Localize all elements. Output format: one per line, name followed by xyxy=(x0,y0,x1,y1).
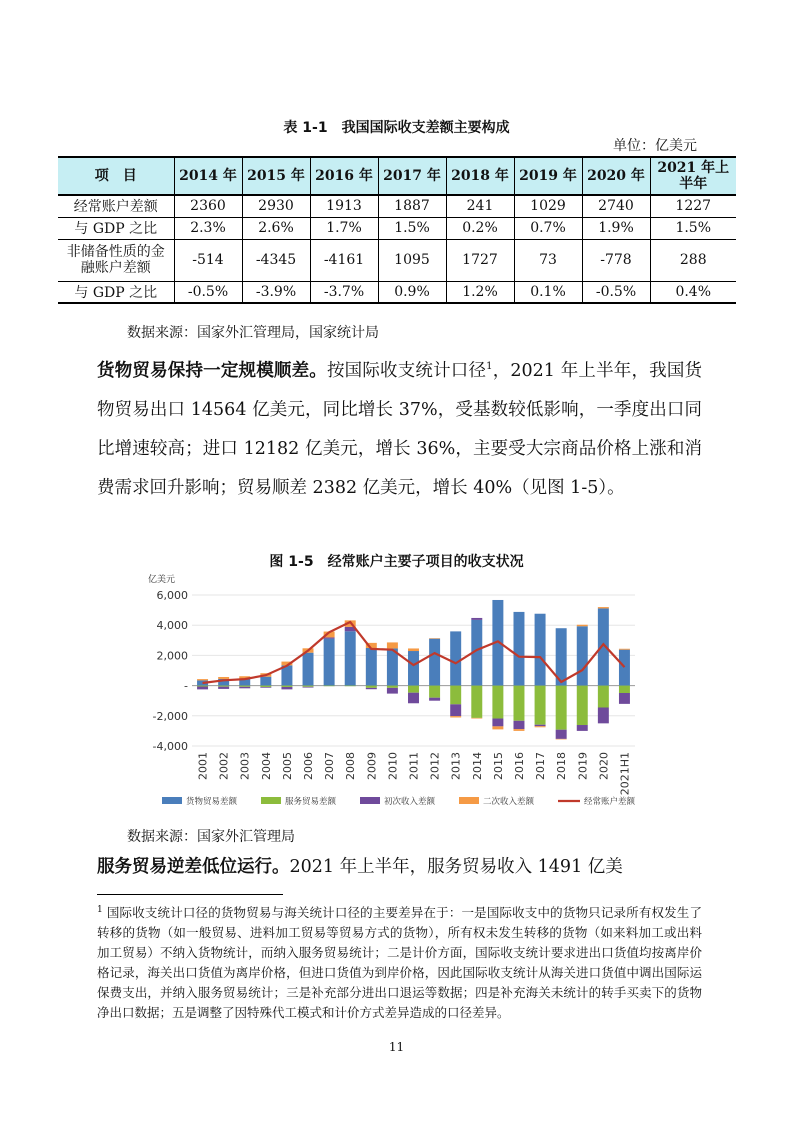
legend-label: 二次收入差额 xyxy=(483,797,535,807)
row-label: 非储备性质的金融账户差额 xyxy=(58,239,174,281)
bar-初次收入差额 xyxy=(260,687,271,688)
table-cell: 0.7% xyxy=(514,217,582,239)
bar-服务贸易差额 xyxy=(535,686,546,725)
table-cell: 2930 xyxy=(242,195,310,217)
x-tick-label: 2001 xyxy=(196,752,210,780)
bar-初次收入差额 xyxy=(197,687,208,690)
bar-服务贸易差额 xyxy=(218,686,229,687)
table-row xyxy=(58,239,736,281)
footnote-marker: 1 xyxy=(97,905,103,915)
bar-初次收入差额 xyxy=(408,693,419,704)
x-tick-label: 2006 xyxy=(302,752,316,780)
row-label: 与 GDP 之比 xyxy=(58,217,174,239)
x-tick-label: 2005 xyxy=(280,752,294,780)
bar-二次收入差额 xyxy=(513,729,524,731)
table-cell: 288 xyxy=(650,239,736,281)
table-row xyxy=(58,217,736,239)
paragraph-services-trade xyxy=(97,852,702,882)
y-tick-label: 6,000 xyxy=(156,589,188,602)
page-number: 11 xyxy=(388,1040,405,1054)
x-tick-label: 2015 xyxy=(491,752,505,780)
bar-服务贸易差额 xyxy=(324,686,335,687)
bar-货物贸易差额 xyxy=(260,677,271,686)
legend-swatch xyxy=(162,797,182,804)
row-label: 与 GDP 之比 xyxy=(58,281,174,303)
y-tick-label: - xyxy=(184,679,188,693)
table-cell: -3.9% xyxy=(242,281,310,303)
bar-服务贸易差额 xyxy=(239,686,250,687)
legend-label: 经常账户差额 xyxy=(584,797,636,807)
bar-服务贸易差额 xyxy=(619,686,630,693)
bar-初次收入差额 xyxy=(281,687,292,689)
y-tick-label: 4,000 xyxy=(156,619,188,633)
table-cell: 1.2% xyxy=(446,281,514,303)
bar-二次收入差额 xyxy=(471,718,482,719)
x-tick-label: 2013 xyxy=(449,752,463,780)
bar-初次收入差额 xyxy=(577,725,588,731)
bar-二次收入差额 xyxy=(577,625,588,627)
x-tick-label: 2011 xyxy=(407,752,421,780)
bar-服务贸易差额 xyxy=(429,686,440,698)
table-cell: 0.1% xyxy=(514,281,582,303)
table-cell: 2740 xyxy=(582,195,650,217)
current-account-chart xyxy=(140,570,645,818)
legend-label: 服务贸易差额 xyxy=(285,797,337,807)
table-cell: 1.9% xyxy=(582,217,650,239)
bar-服务贸易差额 xyxy=(387,686,398,688)
bar-服务贸易差额 xyxy=(577,686,588,725)
bar-二次收入差额 xyxy=(408,648,419,651)
bar-初次收入差额 xyxy=(492,719,503,727)
table-cell: 1727 xyxy=(446,239,514,281)
header-2015: 2015 年 xyxy=(242,157,310,195)
table-cell: 0.4% xyxy=(650,281,736,303)
chart-svg xyxy=(140,570,645,818)
footnote xyxy=(97,900,702,1023)
x-tick-label: 2007 xyxy=(323,752,337,780)
bar-初次收入差额 xyxy=(535,725,546,727)
figure-title: 图 1-5 经常账户主要子项目的收支状况 xyxy=(269,554,524,570)
table-cell: -514 xyxy=(174,239,242,281)
bar-二次收入差额 xyxy=(492,726,503,729)
y-tick-label: 2,000 xyxy=(156,649,188,663)
footnote-divider xyxy=(97,894,283,895)
x-tick-label: 2020 xyxy=(597,752,611,780)
legend-swatch xyxy=(261,797,281,804)
table-cell: 1029 xyxy=(514,195,582,217)
table-cell: 1.5% xyxy=(378,217,446,239)
table-cell: 2360 xyxy=(174,195,242,217)
bar-初次收入差额 xyxy=(556,730,567,739)
legend-swatch xyxy=(459,797,479,804)
header-2017: 2017 年 xyxy=(378,157,446,195)
header-item: 项 目 xyxy=(58,157,174,195)
figure-source: 数据来源：国家外汇管理局 xyxy=(127,829,295,845)
y-tick-label: -2,000 xyxy=(152,709,188,723)
table-cell: 73 xyxy=(514,239,582,281)
bar-服务贸易差额 xyxy=(513,686,524,721)
y-axis-unit: 亿美元 xyxy=(148,575,176,585)
bar-货物贸易差额 xyxy=(366,648,377,686)
bar-二次收入差额 xyxy=(619,649,630,650)
table-cell: -4345 xyxy=(242,239,310,281)
table-cell: 1887 xyxy=(378,195,446,217)
table-cell: 0.9% xyxy=(378,281,446,303)
x-tick-label: 2021H1 xyxy=(618,752,632,796)
header-2019: 2019 年 xyxy=(514,157,582,195)
bar-二次收入差额 xyxy=(535,726,546,727)
bar-服务贸易差额 xyxy=(197,686,208,687)
x-tick-label: 2004 xyxy=(259,752,273,780)
table-cell: -0.5% xyxy=(582,281,650,303)
bar-初次收入差额 xyxy=(429,698,440,701)
bar-货物贸易差额 xyxy=(535,614,546,686)
bar-初次收入差额 xyxy=(239,687,250,689)
x-tick-label: 2014 xyxy=(470,752,484,780)
table-row xyxy=(58,281,736,303)
bar-初次收入差额 xyxy=(513,721,524,729)
bar-二次收入差额 xyxy=(197,679,208,680)
x-tick-label: 2003 xyxy=(238,752,252,780)
bar-服务贸易差额 xyxy=(450,686,461,705)
x-tick-label: 2009 xyxy=(365,752,379,780)
x-tick-label: 2019 xyxy=(576,752,590,780)
table-cell: 241 xyxy=(446,195,514,217)
bar-服务贸易差额 xyxy=(345,686,356,687)
bar-初次收入差额 xyxy=(366,688,377,689)
x-tick-label: 2008 xyxy=(344,752,358,780)
bar-货物贸易差额 xyxy=(345,631,356,685)
bar-二次收入差额 xyxy=(387,642,398,648)
bar-货物贸易差额 xyxy=(513,612,524,686)
header-2014: 2014 年 xyxy=(174,157,242,195)
table-cell: -4161 xyxy=(310,239,378,281)
bar-初次收入差额 xyxy=(471,618,482,620)
x-tick-label: 2012 xyxy=(428,752,442,780)
bar-货物贸易差额 xyxy=(303,653,314,686)
table-cell: 2.6% xyxy=(242,217,310,239)
bar-服务贸易差额 xyxy=(492,686,503,719)
bar-货物贸易差额 xyxy=(619,650,630,686)
table-cell: 1.7% xyxy=(310,217,378,239)
bar-初次收入差额 xyxy=(324,637,335,638)
balance-of-payments-table xyxy=(58,156,736,304)
bar-初次收入差额 xyxy=(303,687,314,688)
paragraph-goods-trade xyxy=(97,347,702,508)
bar-初次收入差额 xyxy=(218,687,229,689)
row-label: 经常账户差额 xyxy=(58,195,174,217)
bar-服务贸易差额 xyxy=(303,686,314,687)
bar-初次收入差额 xyxy=(450,704,461,716)
x-tick-label: 2017 xyxy=(534,752,548,780)
bar-货物贸易差额 xyxy=(429,639,440,686)
paragraph-lead: 货物贸易保持一定规模顺差。 xyxy=(97,360,327,381)
table-cell: 1227 xyxy=(650,195,736,217)
table-title: 表 1-1 我国国际收支差额主要构成 xyxy=(283,120,510,136)
table-cell: 1095 xyxy=(378,239,446,281)
bar-服务贸易差额 xyxy=(260,686,271,687)
table-source: 数据来源：国家外汇管理局，国家统计局 xyxy=(127,325,379,341)
bar-服务贸易差额 xyxy=(598,686,609,708)
bar-二次收入差额 xyxy=(450,716,461,717)
footnote-text: 国际收支统计口径的货物贸易与海关统计口径的主要差异在于：一是国际收支中的货物只记录所有权发生了转移的货物（如一般贸易、进料加工贸易等贸易方式的货物），所有权未发生转移的货物（如来料加工或出料加工贸易）不纳入货物统计，而纳入服务贸易统计；二是计价方面，国际收支统计要求进出口货值均按离岸价格记录，海关出口货值为离岸价格，但进口货值为到岸价格，因此国际收支统计从海关进口货值中调出国际运保费支出，并纳入服务贸易统计；三是补充部分进出口退运等数据；四是补充海关未统计的转手买卖下的货物净出口数据；五是调整了因特殊代工模式和计价方式差异造成的口径差异。 xyxy=(97,905,702,1021)
table-cell: -0.5% xyxy=(174,281,242,303)
bar-二次收入差额 xyxy=(429,638,440,639)
x-tick-label: 2002 xyxy=(217,752,231,780)
x-tick-label: 2018 xyxy=(555,752,569,780)
bar-初次收入差额 xyxy=(598,707,609,723)
table-cell: -3.7% xyxy=(310,281,378,303)
header-2018: 2018 年 xyxy=(446,157,514,195)
bar-二次收入差额 xyxy=(218,677,229,679)
bar-货物贸易差额 xyxy=(324,639,335,686)
x-tick-label: 2016 xyxy=(512,752,526,780)
bar-初次收入差额 xyxy=(619,693,630,704)
bar-服务贸易差额 xyxy=(556,686,567,730)
bar-服务贸易差额 xyxy=(281,686,292,687)
bar-服务贸易差额 xyxy=(366,686,377,688)
bar-货物贸易差额 xyxy=(387,648,398,685)
bar-服务贸易差额 xyxy=(471,686,482,718)
footnote-ref[interactable]: 1 xyxy=(486,361,493,372)
table-cell: 0.2% xyxy=(446,217,514,239)
paragraph2-text: 2021 年上半年，服务贸易收入 1491 亿美 xyxy=(289,857,623,877)
bar-二次收入差额 xyxy=(556,739,567,740)
bar-初次收入差额 xyxy=(387,688,398,694)
header-2020: 2020 年 xyxy=(582,157,650,195)
legend-label: 初次收入差额 xyxy=(384,797,436,807)
table-cell: -778 xyxy=(582,239,650,281)
table-cell: 2.3% xyxy=(174,217,242,239)
y-tick-label: -4,000 xyxy=(152,740,188,753)
table-row xyxy=(58,195,736,217)
table-cell: 1913 xyxy=(310,195,378,217)
paragraph2-lead: 服务贸易逆差低位运行。 xyxy=(97,857,290,877)
paragraph-text-cont: ，2021 年上半年，我国货物贸易出口 14564 亿美元，同比增长 37%，受基数较低影响，一季度出口同比增速较高；进口 12182 亿美元，增长 36%，主要受大宗商品价格上涨和消费需求回升影响；贸易顺差 2382 亿美元，增长 40%（见图 1-5）。 xyxy=(97,360,703,498)
bar-货物贸易差额 xyxy=(577,626,588,685)
header-2021h1: 2021 年上半年 xyxy=(650,157,736,195)
header-2016: 2016 年 xyxy=(310,157,378,195)
bar-服务贸易差额 xyxy=(408,686,419,693)
paragraph-text: 按国际收支统计口径 xyxy=(326,360,487,381)
legend-swatch xyxy=(360,797,380,804)
table-cell: 1.5% xyxy=(650,217,736,239)
bar-货物贸易差额 xyxy=(408,651,419,686)
legend-label: 货物贸易差额 xyxy=(186,797,238,807)
bar-二次收入差额 xyxy=(598,607,609,608)
bar-货物贸易差额 xyxy=(450,631,461,685)
x-tick-label: 2010 xyxy=(386,752,400,780)
table-header-row xyxy=(58,157,736,195)
table-unit: 单位：亿美元 xyxy=(613,138,697,154)
